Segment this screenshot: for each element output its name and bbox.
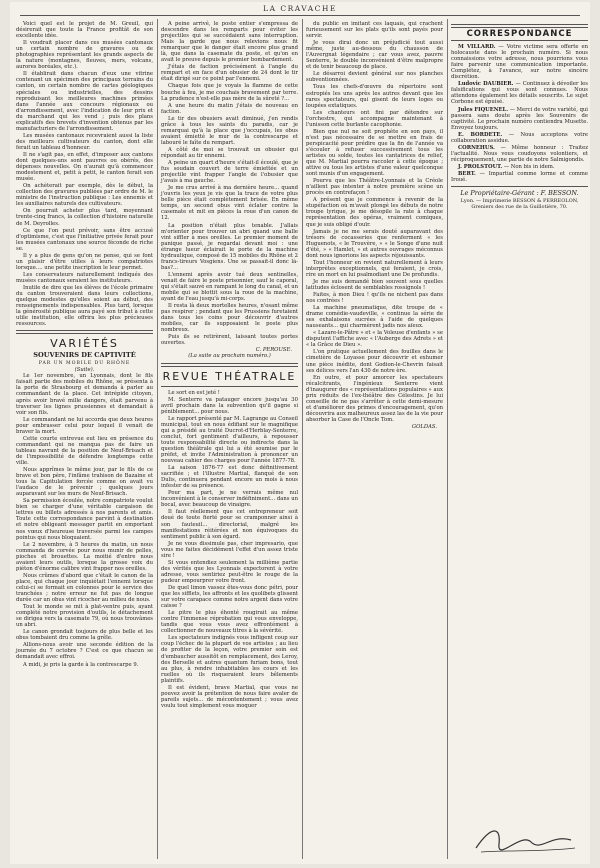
correspondent-name: Ludovic DAUBIER.: [458, 81, 514, 88]
correspondent-name: M VILLARD.: [458, 44, 496, 51]
paragraph: Le 2 novembre, à 5 heures du matin, un nous commanda de corvée pour nous munir de pelles, pioches et brouettes. La moitié d'entre nous avaient leurs outils, lorsque la grosse voix du piéton d'énorme calibre vint frapper nos oreilles.: [16, 541, 153, 572]
handwritten-signature: [471, 822, 581, 858]
paragraph: Pourvu que les Théâtre-Lyonnais et la Créole n'aillent pas intenter à notre première scène un procès en contrefaçon !: [306, 178, 443, 197]
paragraph: Pour ma part, je ne verrais même nul inconvénient à le conserver indéfiniment... dans un bocal, avec beaucoup de vinaigre.: [161, 490, 298, 509]
paragraph: Voici quel est le projet de M. Greuil, qui désirerait que toute la France profitât de son excellente idée.: [16, 21, 153, 40]
section-rule: [451, 40, 588, 41]
paragraph: Le canon grondait toujours de plus belle et les obus tombaient dru comme la grêle.: [16, 629, 153, 642]
paragraph: Nous apprîmes le même jour, par le fils de ce brave et bon père, l'infâme trahison de Bazaine et tous la Capitulation forcée comme on avait vu l'audace de le prévenir ; quelques jours auparavant sur les murs de Neuf-Brisach.: [16, 467, 153, 498]
paragraph: Tout l'honneur en revient naturellement à leurs interprètes exceptionnels, qui feraient, je crois, rire un mort en lui psalmodiant une De profundis.: [306, 259, 443, 278]
correspondent-name: E. BORDETE.: [458, 131, 503, 138]
paragraph: A présent que je commence à revenir de la stupéfaction où m'avait plongé les débuts de notre troupe lyrique, je me désopile la rate à chaque représentation des opéras, vraiment comiques, que je suis obligé d'ouïr.: [306, 197, 443, 228]
paragraph: Puis ils se retirèrent, laissant toutes portes ouvertes.: [161, 334, 298, 347]
correspondence-entry: [451, 81, 588, 105]
paragraph: Il est évident, brave Martial, que vous ne pouvez avoir la prétention de nous faire avaler de pareils sujets... de mécontentement ; vous avez voulu tout simplement vous moquer: [161, 684, 298, 709]
section-heading-revue: REVUE THÉATRALE: [162, 369, 297, 383]
correspondence-text: — Non bis in idem.: [502, 163, 555, 170]
correspondence-entry: [451, 145, 588, 163]
printer-line: Lyon. — Imprimerie BESSON & PERREOLON, Greniers des rue de la Guillotière, 70.: [460, 198, 579, 211]
suite-label: (Suite).: [74, 367, 95, 374]
feuilleton-author: PAR UN MOBILE DU RHÔNE: [38, 361, 131, 367]
paragraph: Il y a plus de gens qu'on ne pense, qui se font un plaisir d'être utiles à leurs compatriotes lorsque.... une petite inscription le leur permet.: [16, 252, 153, 271]
paragraph: Je ne vous dissimule pas, cher impresario, que vous me faites décidément l'effet d'un assez triste sire !: [161, 540, 298, 559]
correspondent-name: Jules FIQUENEL.: [458, 106, 509, 113]
paragraph: Tout le monde se mit à plat-ventre puis, ayant complété notre provision d'outils, le détachement se dirigea vers la casemate 79, où nous trouvâmes un abri.: [16, 604, 153, 629]
correspondence-entry: [451, 132, 588, 144]
paragraph: Il voudrait placer dans ces musées cantonaux un certain nombre de gravures ou de photographies représentant les grands aspects de la nature (montagnes, fleuves, mers, volcans, aurores boréales, etc.).: [16, 40, 153, 71]
paragraph: A côté de moi se trouvait un obusier qui répondait au tir ennemi.: [161, 146, 298, 159]
paragraph: Le désarroi devient général sur nos planches subventionnées.: [306, 71, 443, 84]
paragraph: Tous les chefs-d'œuvre du répertoire sont estropiés les uns après les autres devant que les rares spectateurs, qui gisent de leurs loges ou loupées extatiques.: [306, 84, 443, 109]
paragraph: Les chanteurs ont fini par détendre sur l'orchestre, qui accompagne maintenant à l'unisson cette burlante cacophonie.: [306, 109, 443, 128]
paragraph: Chaque fois que je voyais la flamme de cette bouche à feu, je me couchais bravement par terre. La prudence n'est-elle pas mère de la sûreté ?...: [161, 83, 298, 102]
paragraph: Les musées cantonaux recevraient aussi la liste des meilleurs cultivateurs du canton, dont elle ferait un tableau d'honneur.: [16, 132, 153, 151]
correspondence-text: — Merci de votre variété, qui passera sans doute après les Souvenirs de captivité. Le prochain numéro contiendra Musette. Envoyez toujours.: [451, 106, 588, 131]
column-2: [161, 21, 298, 710]
paragraph: Jamais je ne me serais douté auparavant des trésors de cocasseries que renferment « les Huguenots, « le Trouvère, » « le Songe d'une nuit d'été, » « Hamlet, » et autres ouvrages méconnus dont nous ignorions les aspects réjouissants.: [306, 228, 443, 259]
paragraph: Le rapport présenté par M. Lagrange au Conseil municipal, tout en nous édifiant sur le magnifique qui a présidé au traité Ducrot-d'Herblay-Senterre, conclut, fort gentiment d'ailleurs, à repousser toute responsabilité directe ou indirecte dans la question théâtrale qui lui a été soumise par le préfet, et invite l'Administration à prononcer un nouveau cahier des charges pour l'année 1877-78.: [161, 415, 298, 465]
masthead: LA CRAVACHE: [263, 4, 337, 13]
paragraph: Inutile de dire que les élèves de l'école primaire du canton trouveraient dans leurs collections, quelque modestes qu'elles soient au début, des renseignements indispensables. Plus tard, lorsque la générosité publique aura payé son tribut à cette utile institution, elle offrira les plus précieuses ressources.: [16, 284, 153, 328]
paragraph: Le tir des obusiers avait diminué, j'en rendis grâce à tous les saints du paradis, car je remarquai qu'à la place que j'occupais, les obus avaient émietté le mur de la contrescarpe et labouré le faîte du rempart.: [161, 115, 298, 146]
paragraph: Le sort en est jeté !: [168, 389, 220, 396]
correspondent-name: J. PROLSTOUT.: [458, 163, 503, 170]
correspondence-text: — Impartial comme lorme et comme Iroué.: [451, 170, 588, 184]
column-4: [451, 21, 588, 210]
correspondence-entry: [451, 107, 588, 131]
section-rule: [451, 186, 588, 187]
correspondence-text: — Continuez à dévoiler les falsifications qui vous sont connues. Nous attendons également les détails souscrits. Le sujet Corbone est épuisé.: [451, 81, 588, 106]
paragraph: Faites, à mon Dieu ! qu'ils ne nichent pas dans nos contrées !: [306, 292, 443, 305]
paragraph: « Lazare-le-Pâtre » et « la Voleuse d'enfants » se disputent l'affiche avec « l'Auberge des Adrets » et « la Grâce de Dieu ».: [306, 330, 443, 349]
paragraph: J'étais de faction précisément à l'angle du rempart et en face d'un obusier de 24 dont le tir était dirigé sur ce point par l'ennemi.: [161, 64, 298, 83]
paragraph: La position n'était plus tenable. J'allais m'orienter pour trouver un abri quand une balle vint siffler à mes oreilles. Le premier moment de panique passé, je regardai devant moi : une étrange lueur éclairait le porte de la machine hydraulique, composé de 15 mobiles du Rhône et 2 francs-tireurs Vosgiens. Une se passait-il donc là-bas?...: [161, 222, 298, 271]
correspondence-entry: [451, 171, 588, 183]
paragraph: du public en imitant ces laquais, qui crachent furieusement sur les plats qu'ils sont payés pour servir.: [306, 21, 443, 40]
signature-perouse: C. PEROUSE.: [255, 347, 292, 354]
paragraph: A peine arrivé, le poste entier s'empressa de descendre dans les remparts pour éviter les projectiles qui se succédaient sans interruption. Mais la garde que nous relevions nous fit remarquer que le danger était encore plus grand là, que dans la casemate du poste, et qu'on en avait le preuve depuis le premier bombardement.: [161, 21, 298, 64]
signature-goldas: GOLDAS.: [411, 424, 437, 430]
section-rule: [161, 363, 298, 367]
paragraph: A peine un quart d'heure s'était-il écoulé, que je fus soudain couvert de terre émiettée et un projectile vint frapper l'angle de l'obusier que j'avais à ma gauche.: [161, 160, 298, 185]
paragraph: L'on pratique actuellement des fouilles dans le cimetière de Loyasse pour découvrir et exhumer une pièce inédite, dont Godion-le-Chevrin faisait ses délices vers l'an 430 de notre ère.: [306, 349, 443, 374]
paragraph: Il faut réellement que cet entrepreneur soit doué de toute fierté pour se cramponner ainsi à son fauteuil... directorial, malgré les manifestations réitérées et non équivoques du sentiment public à son égard.: [161, 509, 298, 540]
paragraph: Ce que l'on peut prévoir, sans être accusé d'optimisme, c'est que l'initiative privée ferait pour les musées cantonaux une source féconde de riche se.: [16, 227, 153, 252]
feuilleton-title: SOUVENIRS DE CAPTIVITÉ: [33, 351, 136, 360]
suite-note: (La suite au prochain numéro.): [188, 353, 271, 360]
section-heading-correspondance: CORRESPONDANCE: [466, 29, 573, 39]
section-rule: [451, 24, 588, 28]
correspondence-entry: [451, 164, 588, 170]
paragraph: Je me suis demandé bien souvent sous quelles latitudes éclosent de semblables rossignols !: [306, 278, 443, 291]
paragraph: Il ne s'agit pas, en effet, d'imposer aux cantons dont quelques-uns sont pauvres ou obérés, des dépenses nouvelles. On n'aurait qu'à commencer modestement et, petit à petit, le canton ferait son musée.: [16, 151, 153, 183]
paragraph: M. Senterre va patauger encore jusqu'au 30 avril prochain dans la subvention qu'il gagne si péniblement... pour nous.: [161, 396, 298, 415]
paragraph: Je vous dirai donc un préjudicié tout aussi même, juste au-dessous du chausson de l'Auvergnat légendaire ; car vous avez, pauvre Senterre, le double inconvénient d'être malpropre et de tenir beaucoup de place.: [306, 40, 443, 71]
paragraph: Si vous entendiez seulement la millième partie des vérités que les Lyonnais expectorent à votre adresse, vous sentiriez peut-être le rouge de la pudeur empourprer votre front.: [161, 559, 298, 584]
paragraph: Le commandant ne lui accorda que deux heures pour embrasser celui pour lequel il venait de braver la mort.: [16, 416, 153, 435]
top-rule: [20, 15, 580, 16]
section-rule: [16, 330, 153, 334]
paragraph: La saison 1876-77 est donc définitivement sacrifiée ; et l'illustre Martial, flanqué de son Dulis, continuera pendant encore un mois à nous infester de sa présence.: [161, 465, 298, 490]
paragraph: Cette courte entrevue eut lieu en présence du commandant qui ne manqua pas de faire un tableau navrant de la position de Neuf-Brisach et de l'impossibilité de défendre longtemps cette ville.: [16, 435, 153, 466]
column-3: [306, 21, 443, 430]
paragraph: Le pitre le plus éhonté rougirait au même contre l'immense réprobation qui vous enveloppe, tandis que vous vous avez effrontément à collectionner de nouveaux titres à la sévérité.: [161, 610, 298, 635]
correspondence-text: — Même honneur : Traitez l'actualité. Nous vous coudoyons volontiers, et réciproquement, une partie de notre Salmigondis.: [451, 144, 588, 163]
paragraph: A une heure du matin j'étais de nouveau en faction.: [161, 102, 298, 115]
correspondent-name: BERT.: [458, 170, 476, 177]
paragraph: Sa permission écoulée, notre compatriote voulut bien se charger d'une véritable cargaison de lettres ou billets adressés à nos parents et amis. Toute cette correspondance parvint à destination et notre obligeant messager partit en emportant nos vœux d'heureuse traversée parmi les campes pointus qui nous bloquaient.: [16, 498, 153, 541]
paragraph: L'ennemi après avoir tué deux sentinelles, venait de faire le poste prisonnier, sauf le caporal, qui s'était sauvé en rampant le long du canal, et un mobile qui se blottit sous la roue de la machine, ayant de l'eau jusqu'à mi-corps.: [161, 271, 298, 303]
correspondent-name: CORNEHUS.: [458, 144, 495, 151]
paragraph: En outre, et pour amorcer les spectateurs récalcitrants, l'ingénieux Senterre vient d'inaugurer des « représentations populaires » aux prix réduits de l'ex-théâtre des Célestins. Je lui conseille de ne pas s'arrêter à cette demi-mesure et d'améliorer des primes d'encouragement, qu'on découvrira aux malheureux assez las de la vie pour absorber la Case de l'Oncle Tom.: [306, 374, 443, 423]
paragraph: La machine pneumatique, dite troupe de « drame comédie-vaudeville, » continue la série de ses exhalaisons sucrées à l'aide de quelques nauseants... qui charmèrent jadis nos aïeux.: [306, 305, 443, 330]
paragraph: Il resta là deux mortelles heures, n'osant même pas respirer ; pendant que les Prussiens furetaient dans tous les coins pour découvrir d'autres mobiles, car ils supposaient le poste plus nombreux.: [161, 303, 298, 334]
gerant-line: Le Propriétaire-Gérant : F. BESSON.: [460, 189, 579, 198]
paragraph: Je me crus arrivé à ma dernière heure... quand j'ouvris les yeux je vis que la trace de votre plus belle pièce était complètement brisée. En même temps, un second obus vint éclater contre la casemate et mit en pièces la roue d'un canon de 12.: [161, 185, 298, 222]
column-1: [16, 21, 153, 669]
paragraph: Bien que nul ne soit prophète en son pays, il n'est pas nécessaire de se mettre en frais de perspicacité pour prédire que la fin de l'année va s'écouler à refuser successivement tous les artistes ou solde, toutes les cantatrices de relief, que M. Martial pourra raccoler à cette époque ; attive ou tous les artistes d'une valeur quelconque sont munis d'un engagement.: [306, 128, 443, 178]
paragraph: Allions-nous avoir une seconde édition de la journée du 7 octobre ? C'est ce que chacun se demandait avec effroi.: [16, 642, 153, 661]
section-rule: [161, 386, 298, 387]
column-divider: [157, 19, 158, 859]
correspondence-text: — Nous acceptons votre collaboration assidue.: [451, 131, 588, 144]
paragraph: Les spectateurs indignés vous infligent coup sur coup l'échec de la plupart de vos artistes ; au lieu de profiter de la leçon, votre premier soin est d'embaucher aussitôt en remplacement, des Leroy, des Berselle et autres quantum furiam bons, tout au plus, à rendre inhabitables les cours et les ruelles où ils risqueraient leurs bêlements plaintifs.: [161, 635, 298, 684]
newspaper-page: [10, 2, 590, 864]
paragraph: De quel limon vassez êtes-vous donc pétri, pour que les sifflets, les affronts et les quolibets glissent sur votre carapace comme notre argent dans votre caisse ?: [161, 584, 298, 610]
paragraph: Le 1er novembre, un Lyonnais, dont le fils faisait partie des mobiles du Rhône, se présenta à la porte de Strasbourg et demanda à parler au commandant de la place. Cet intrépide citoyen, après avoir bravé mille dangers, était parvenu à traverser les lignes prussiennes et demandait à voir son fils.: [16, 373, 153, 416]
correspondence-text: — Votre victime sera offerte en holocauste dans le prochain numéro. Si nous connaissions votre adresse, nous pourrions vous faire parvenir une communication importante. Complétez, à l'avance, sur notre sincère discrétion.: [451, 44, 589, 81]
section-heading-varietes: VARIÉTÉS: [50, 337, 119, 351]
paragraph: Il établirait dans chacun d'eux une vitrine contenant un spécimen des principaux terrains du canton, un certain nombre de cartes géologiques spéciales ou industrielles, des dessins reproduisant les meilleures machines primées dans l'année aux concours régionaux ou d'arrondissement, avec l'indication de leur prix et du marchand qui les vend ; puis des plans explicatifs des brevets d'invention obtenus par les manufacturiers de l'arrondissement.: [16, 71, 153, 132]
paragraph: On pourrait acheter plus tard, moyennant trente-cinq francs, la collection d'histoire naturelle de M. Deyrolles.: [16, 208, 153, 227]
paragraph: A midi, je pris la garde à la contrescarpe 9.: [23, 661, 139, 668]
column-divider: [447, 19, 448, 859]
correspondence-entry: [451, 44, 588, 80]
paragraph: On achèterait par exemple, dès le début, la collection des gravures publiées par ordre de M. le ministre de l'instruction publique : Les ennemis et les auxiliaires naturels des cultivateurs.: [16, 183, 153, 208]
column-divider: [302, 19, 303, 859]
paragraph: Les conservateurs naturellement indiqués des musées cantonaux seraient les instituteurs.: [16, 271, 153, 284]
paragraph: Nous crûmes d'abord que c'était le canon de la place, qui chaque jour inquiétait l'ennemi lorsque celui-ci se formait en colonnes pour le service des tranchées ; notre erreur ne fut pas de longue durée car un obus vint ricocher au milieu de nous.: [16, 572, 153, 604]
